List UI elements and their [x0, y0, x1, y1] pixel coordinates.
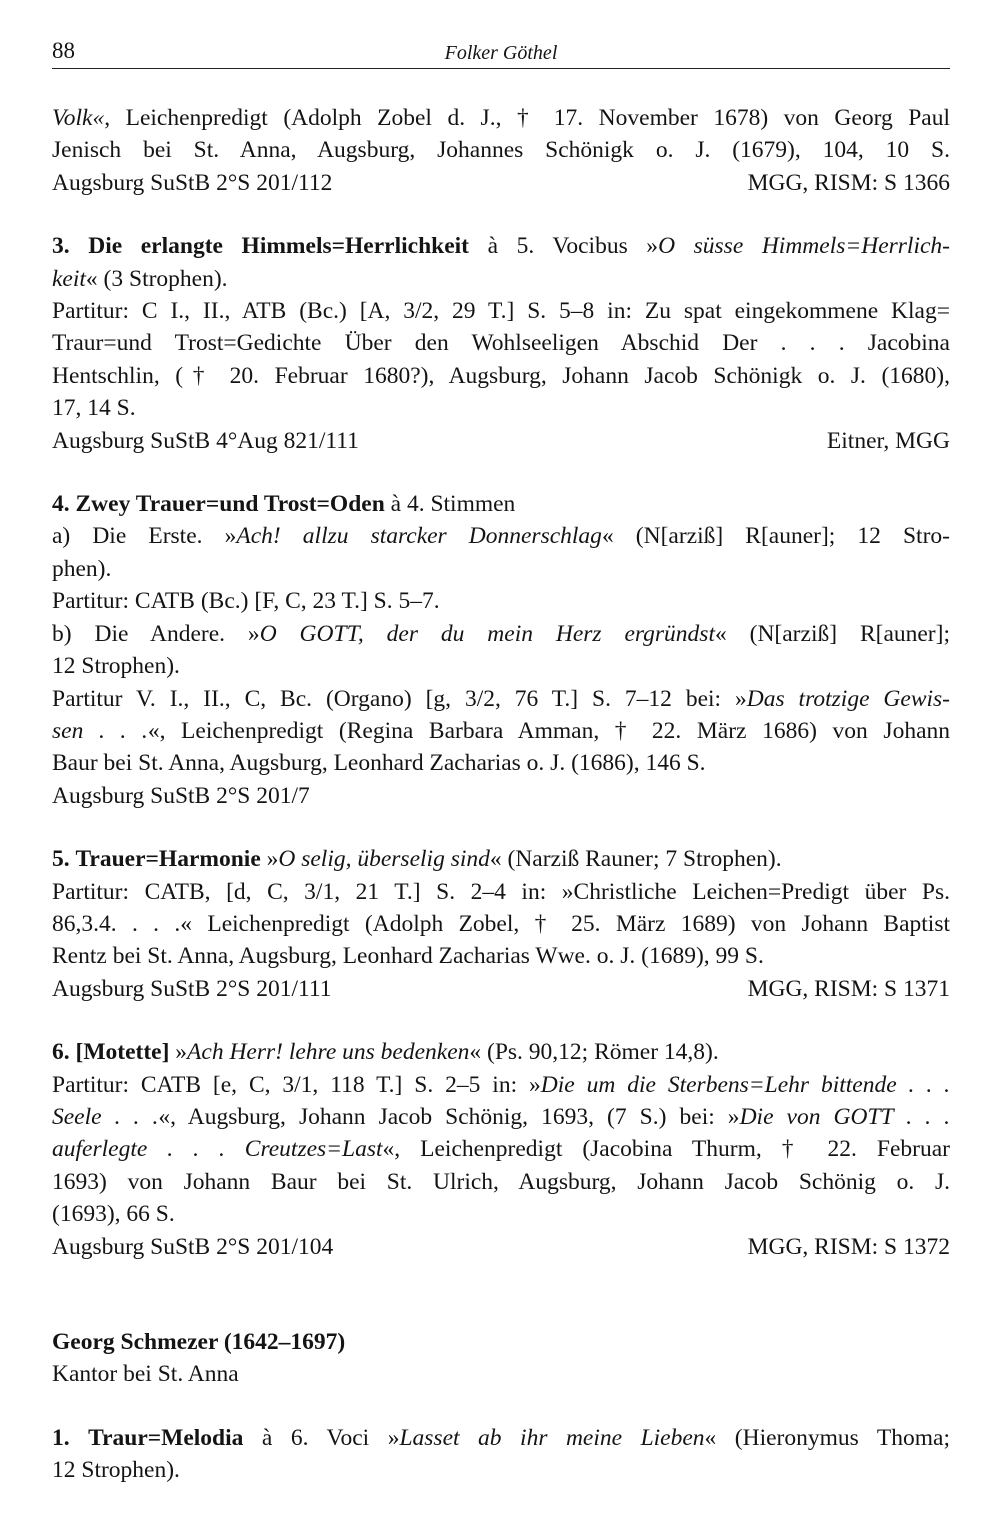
text-line: Traur=und Trost=Gedichte Über den Wohlseeligen Abschid Der . . . Jacobina	[52, 330, 950, 357]
text-line: 1693) von Johann Baur bei St. Ulrich, Augsburg, Johann Jacob Schönig o. J.	[52, 1168, 950, 1195]
entry-4	[52, 488, 950, 812]
entry-title: Traur=Melodia	[88, 1424, 244, 1451]
text-line: Baur bei St. Anna, Augsburg, Leonhard Zacharias o. J. (1686), 146 S.	[52, 750, 706, 777]
shelfmark-line	[52, 167, 950, 199]
text-line: Partitur: C I., II., ATB (Bc.) [A, 3/2, 29 T.] S. 5–8 in: Zu spat eingekommene Klag=	[52, 298, 950, 325]
entry-title: Trauer=Harmonie	[75, 846, 261, 873]
references: MGG, RISM: S 1372	[747, 1233, 950, 1260]
composer-name: Georg Schmezer (1642–1697)	[52, 1329, 346, 1355]
composer-section	[52, 1326, 950, 1391]
text-line: a) Die Erste. »Ach! allzu starcker Donnerschlag« (N[arziß] R[auner]; 12 Stro-	[52, 523, 950, 550]
shelfmark: Augsburg SuStB 2°S 201/104	[52, 1233, 334, 1260]
running-head: Folker Göthel	[444, 42, 558, 64]
entry-heading: 3. Die erlangte Himmels=Herrlichkeit à 5. Vocibus »O süsse Himmels=Herrlich-	[52, 233, 950, 260]
text-line: Partitur V. I., II., C, Bc. (Organo) [g, 3/2, 76 T.] S. 7–12 bei: »Das trotzige Gewis-	[52, 685, 950, 712]
references: MGG, RISM: S 1371	[747, 975, 950, 1002]
entry-heading: 1. Traur=Melodia à 6. Voci »Lasset ab ihr meine Lieben« (Hieronymus Thoma;	[52, 1424, 950, 1451]
text-line: Rentz bei St. Anna, Augsburg, Leonhard Zacharias Wwe. o. J. (1689), 99 S.	[52, 943, 764, 970]
composer-role: Kantor bei St. Anna	[52, 1361, 239, 1388]
text-line: 86,3.4. . . .« Leichenpredigt (Adolph Zobel, † 25. März 1689) von Johann Baptist	[52, 910, 950, 937]
text-line: (1693), 66 S.	[52, 1201, 175, 1228]
text-line: 12 Strophen).	[52, 1457, 180, 1484]
references: MGG, RISM: S 1366	[747, 169, 950, 196]
text-line: b) Die Andere. »O GOTT, der du mein Herz ergründst« (N[arziß] R[auner];	[52, 620, 950, 647]
entry-heading: 6. [Motette] »Ach Herr! lehre uns bedenken« (Ps. 90,12; Römer 14,8).	[52, 1039, 719, 1066]
shelfmark: Augsburg SuStB 2°S 201/111	[52, 975, 332, 1002]
entry-title: Die erlangte Himmels=Herrlichkeit	[88, 233, 469, 260]
shelfmark-line	[52, 1231, 950, 1263]
entry-continued	[52, 102, 950, 199]
page-header	[52, 38, 950, 69]
text-line: Seele . . .«, Augsburg, Johann Jacob Schönig, 1693, (7 S.) bei: »Die von GOTT . . .	[52, 1103, 950, 1130]
entry-5	[52, 843, 950, 1005]
text-line: Partitur: CATB [e, C, 3/1, 118 T.] S. 2–5 in: »Die um die Sterbens=Lehr bittende . . .	[52, 1071, 950, 1098]
entry-heading: 5. Trauer=Harmonie »O selig, überselig sind« (Narziß Rauner; 7 Strophen).	[52, 846, 782, 873]
text-line: 17, 14 S.	[52, 395, 136, 422]
text-line: Jenisch bei St. Anna, Augsburg, Johannes Schönigk o. J. (1679), 104, 10 S.	[52, 137, 950, 164]
entry-heading: 4. Zwey Trauer=und Trost=Oden à 4. Stimmen	[52, 491, 516, 518]
composer-entry-1	[52, 1422, 950, 1487]
entry-title: Zwey Trauer=und Trost=Oden	[75, 491, 385, 518]
text-line: Partitur: CATB, [d, C, 3/1, 21 T.] S. 2–4 in: »Christliche Leichen=Predigt über Ps.	[52, 878, 950, 905]
text-line: Partitur: CATB (Bc.) [F, C, 23 T.] S. 5–7.	[52, 588, 440, 615]
text-line: 12 Strophen).	[52, 653, 180, 680]
text-line: keit« (3 Strophen).	[52, 265, 228, 292]
shelfmark: Augsburg SuStB 2°S 201/112	[52, 169, 333, 196]
shelfmark-line	[52, 425, 950, 457]
text-line: auferlegte . . . Creutzes=Last«, Leichenpredigt (Jacobina Thurm, † 22. Februar	[52, 1136, 950, 1163]
text-line: Hentschlin, († 20. Februar 1680?), Augsburg, Johann Jacob Schönigk o. J. (1680),	[52, 362, 950, 389]
text-line: Volk«, Leichenpredigt (Adolph Zobel d. J., † 17. November 1678) von Georg Paul	[52, 105, 950, 131]
entry-title: [Motette]	[75, 1039, 170, 1066]
shelfmark-line	[52, 973, 950, 1005]
entry-3	[52, 230, 950, 457]
text-line: sen . . .«, Leichenpredigt (Regina Barbara Amman, † 22. März 1686) von Johann	[52, 717, 950, 744]
references: Eitner, MGG	[826, 427, 950, 454]
entry-6	[52, 1036, 950, 1263]
shelfmark: Augsburg SuStB 2°S 201/7	[52, 782, 310, 809]
page-body	[52, 102, 950, 1487]
text-line: phen).	[52, 555, 112, 582]
page-number: 88	[52, 38, 75, 63]
shelfmark: Augsburg SuStB 4°Aug 821/111	[52, 427, 359, 454]
